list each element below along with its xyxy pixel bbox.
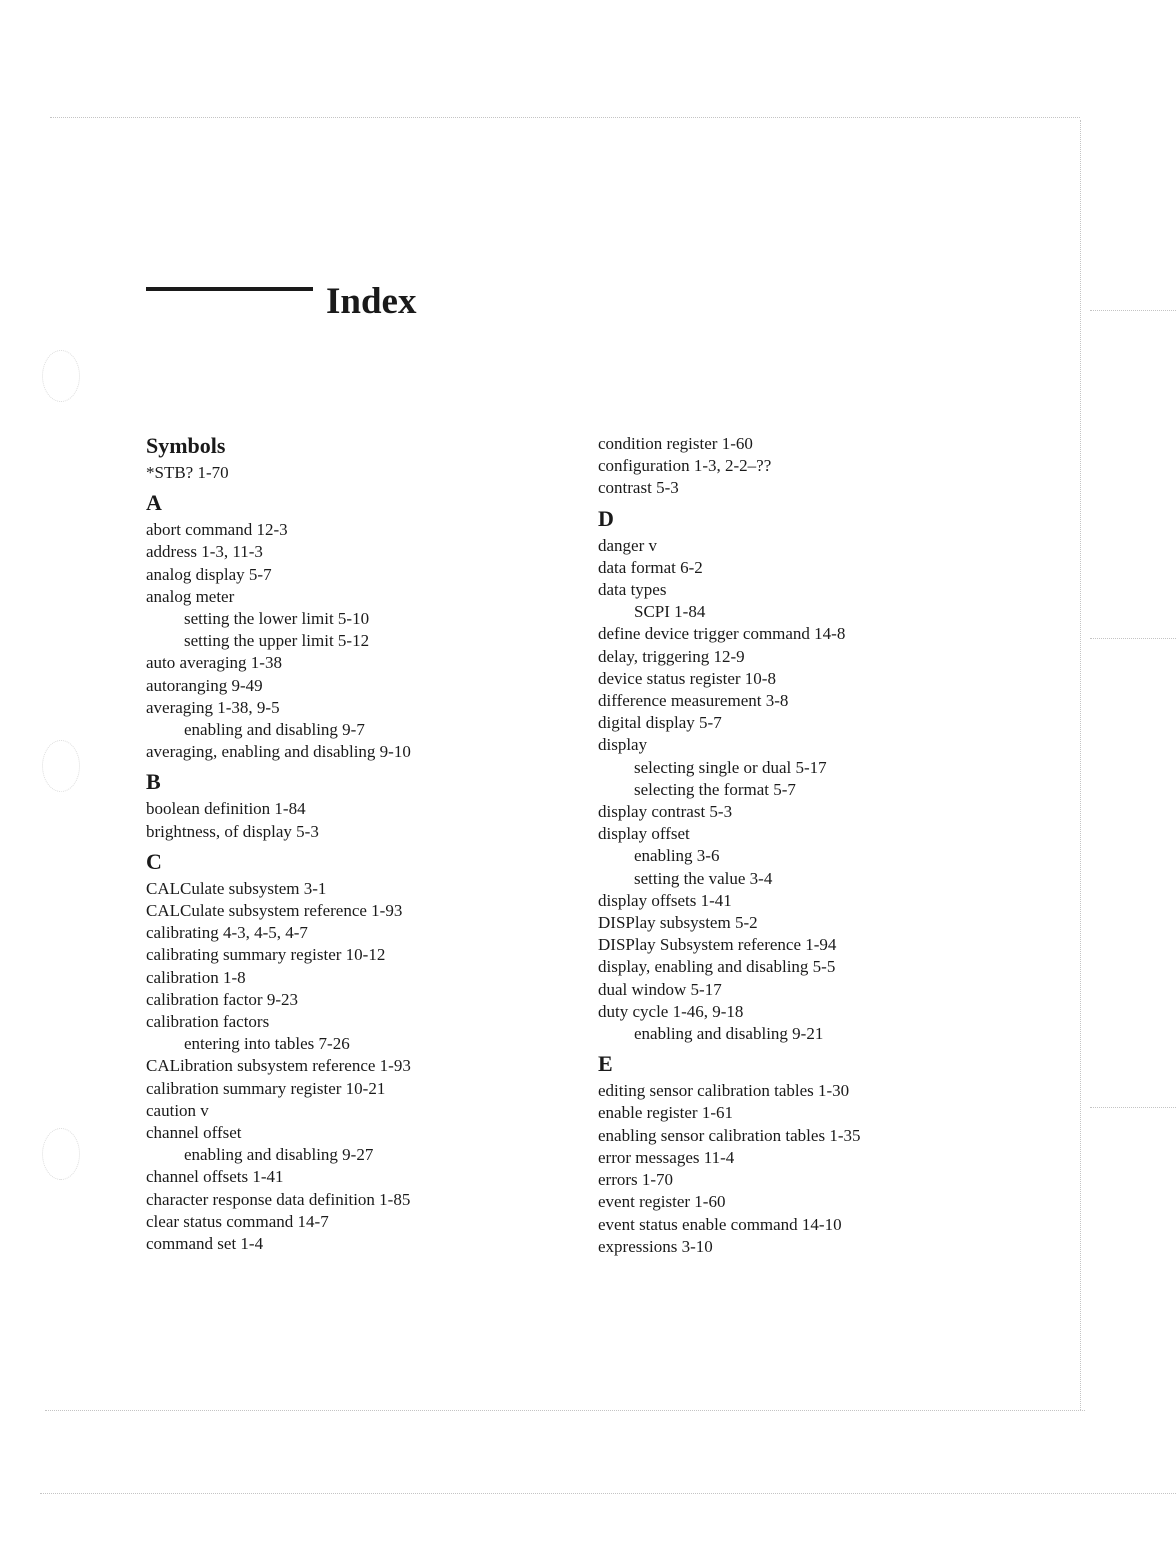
index-entry: display: [598, 735, 648, 755]
index-entry: dual window 5-17: [598, 979, 722, 999]
section-heading: D: [598, 505, 614, 531]
index-entry: auto averaging 1-38: [146, 653, 282, 673]
index-entry: CALCulate subsystem reference 1-93: [146, 901, 403, 921]
scan-edge-bottom: [45, 1410, 1085, 1411]
section-heading: C: [146, 848, 162, 874]
scan-edge-footer: [40, 1493, 1176, 1494]
index-entry: data format 6-2: [598, 557, 703, 577]
index-subentry: setting the lower limit 5-10: [184, 609, 370, 629]
index-entry: clear status command 14-7: [146, 1211, 329, 1231]
index-subentry: entering into tables 7-26: [184, 1034, 350, 1054]
scan-margin-mark: [1090, 638, 1176, 639]
section-heading: E: [598, 1051, 613, 1077]
index-subentry: setting the upper limit 5-12: [184, 631, 370, 651]
index-subentry: selecting the format 5-7: [634, 779, 796, 799]
index-entry: data types: [598, 580, 667, 600]
index-entry: display contrast 5-3: [598, 802, 733, 822]
index-subentry: SCPI 1-84: [634, 602, 706, 622]
index-entry: analog display 5-7: [146, 564, 272, 584]
index-entry: DISPlay subsystem 5-2: [598, 913, 758, 933]
index-subentry: enabling and disabling 9-7: [184, 720, 365, 740]
index-entry: averaging 1-38, 9-5: [146, 697, 280, 717]
index-entry: command set 1-4: [146, 1234, 264, 1254]
index-entry: configuration 1-3, 2-2–??: [598, 456, 772, 476]
index-entry: event status enable command 14-10: [598, 1214, 842, 1234]
index-entry: difference measurement 3-8: [598, 691, 789, 711]
index-entry: error messages 11-4: [598, 1147, 735, 1167]
index-entry: display offset: [598, 824, 690, 844]
index-entry: channel offset: [146, 1123, 242, 1143]
index-entry: brightness, of display 5-3: [146, 821, 319, 841]
index-entry: boolean definition 1-84: [146, 799, 306, 819]
index-entry: enable register 1-61: [598, 1103, 733, 1123]
index-entry: analog meter: [146, 586, 235, 606]
index-entry: errors 1-70: [598, 1170, 674, 1190]
scan-margin-mark: [1090, 1107, 1176, 1108]
index-entry: abort command 12-3: [146, 520, 288, 540]
index-entry: delay, triggering 12-9: [598, 646, 745, 666]
index-entry: duty cycle 1-46, 9-18: [598, 1001, 744, 1021]
index-entry: CALCulate subsystem 3-1: [146, 878, 327, 898]
index-section: [598, 433, 1038, 500]
section-heading: B: [146, 769, 161, 795]
index-entry: event register 1-60: [598, 1192, 726, 1212]
scan-edge-right: [1080, 120, 1081, 1410]
index-entry: define device trigger command 14-8: [598, 624, 846, 644]
index-entry: calibrating summary register 10-12: [146, 945, 386, 965]
index-subentry: enabling and disabling 9-27: [184, 1145, 374, 1165]
index-section: [146, 433, 566, 484]
index-entry: address 1-3, 11-3: [146, 542, 263, 562]
index-section: [598, 1051, 1038, 1258]
index-entry: expressions 3-10: [598, 1236, 713, 1256]
index-entry: editing sensor calibration tables 1-30: [598, 1081, 850, 1101]
index-entry: averaging, enabling and disabling 9-10: [146, 742, 411, 762]
index-entry: contrast 5-3: [598, 478, 679, 498]
index-subentry: selecting single or dual 5-17: [634, 757, 827, 777]
section-heading: A: [146, 490, 162, 516]
index-column-left: [146, 433, 566, 1261]
index-entry: character response data definition 1-85: [146, 1189, 411, 1209]
index-entry: calibration factor 9-23: [146, 989, 298, 1009]
index-entry: calibration summary register 10-21: [146, 1078, 386, 1098]
index-subentry: enabling and disabling 9-21: [634, 1024, 824, 1044]
index-entry: condition register 1-60: [598, 434, 753, 453]
index-entry: enabling sensor calibration tables 1-35: [598, 1125, 861, 1145]
index-entry: calibration factors: [146, 1012, 270, 1032]
index-entry: calibrating 4-3, 4-5, 4-7: [146, 923, 308, 943]
section-heading: Symbols: [146, 433, 226, 458]
index-subentry: enabling 3-6: [634, 846, 720, 866]
scan-edge-top: [50, 117, 1080, 118]
index-entry: channel offsets 1-41: [146, 1167, 284, 1187]
title-rule: [146, 287, 313, 291]
index-entry: display offsets 1-41: [598, 890, 732, 910]
index-entry: *STB? 1-70: [146, 463, 229, 482]
index-entry: danger v: [598, 535, 658, 555]
index-column-right: [598, 433, 1038, 1264]
index-section: [146, 849, 566, 1255]
index-section: [146, 490, 566, 763]
index-entry: DISPlay Subsystem reference 1-94: [598, 935, 837, 955]
index-entry: digital display 5-7: [598, 713, 722, 733]
punch-hole: [42, 350, 80, 402]
index-entry: autoranging 9-49: [146, 675, 263, 695]
index-subentry: setting the value 3-4: [634, 868, 773, 888]
index-entry: CALibration subsystem reference 1-93: [146, 1056, 411, 1076]
index-section: [598, 506, 1038, 1046]
index-entry: caution v: [146, 1100, 209, 1120]
index-section: [146, 769, 566, 842]
punch-hole: [42, 1128, 80, 1180]
scan-margin-mark: [1090, 310, 1176, 311]
index-entry: display, enabling and disabling 5-5: [598, 957, 836, 977]
punch-hole: [42, 740, 80, 792]
index-entry: calibration 1-8: [146, 967, 246, 987]
index-entry: device status register 10-8: [598, 668, 776, 688]
page-title: Index: [326, 281, 417, 322]
